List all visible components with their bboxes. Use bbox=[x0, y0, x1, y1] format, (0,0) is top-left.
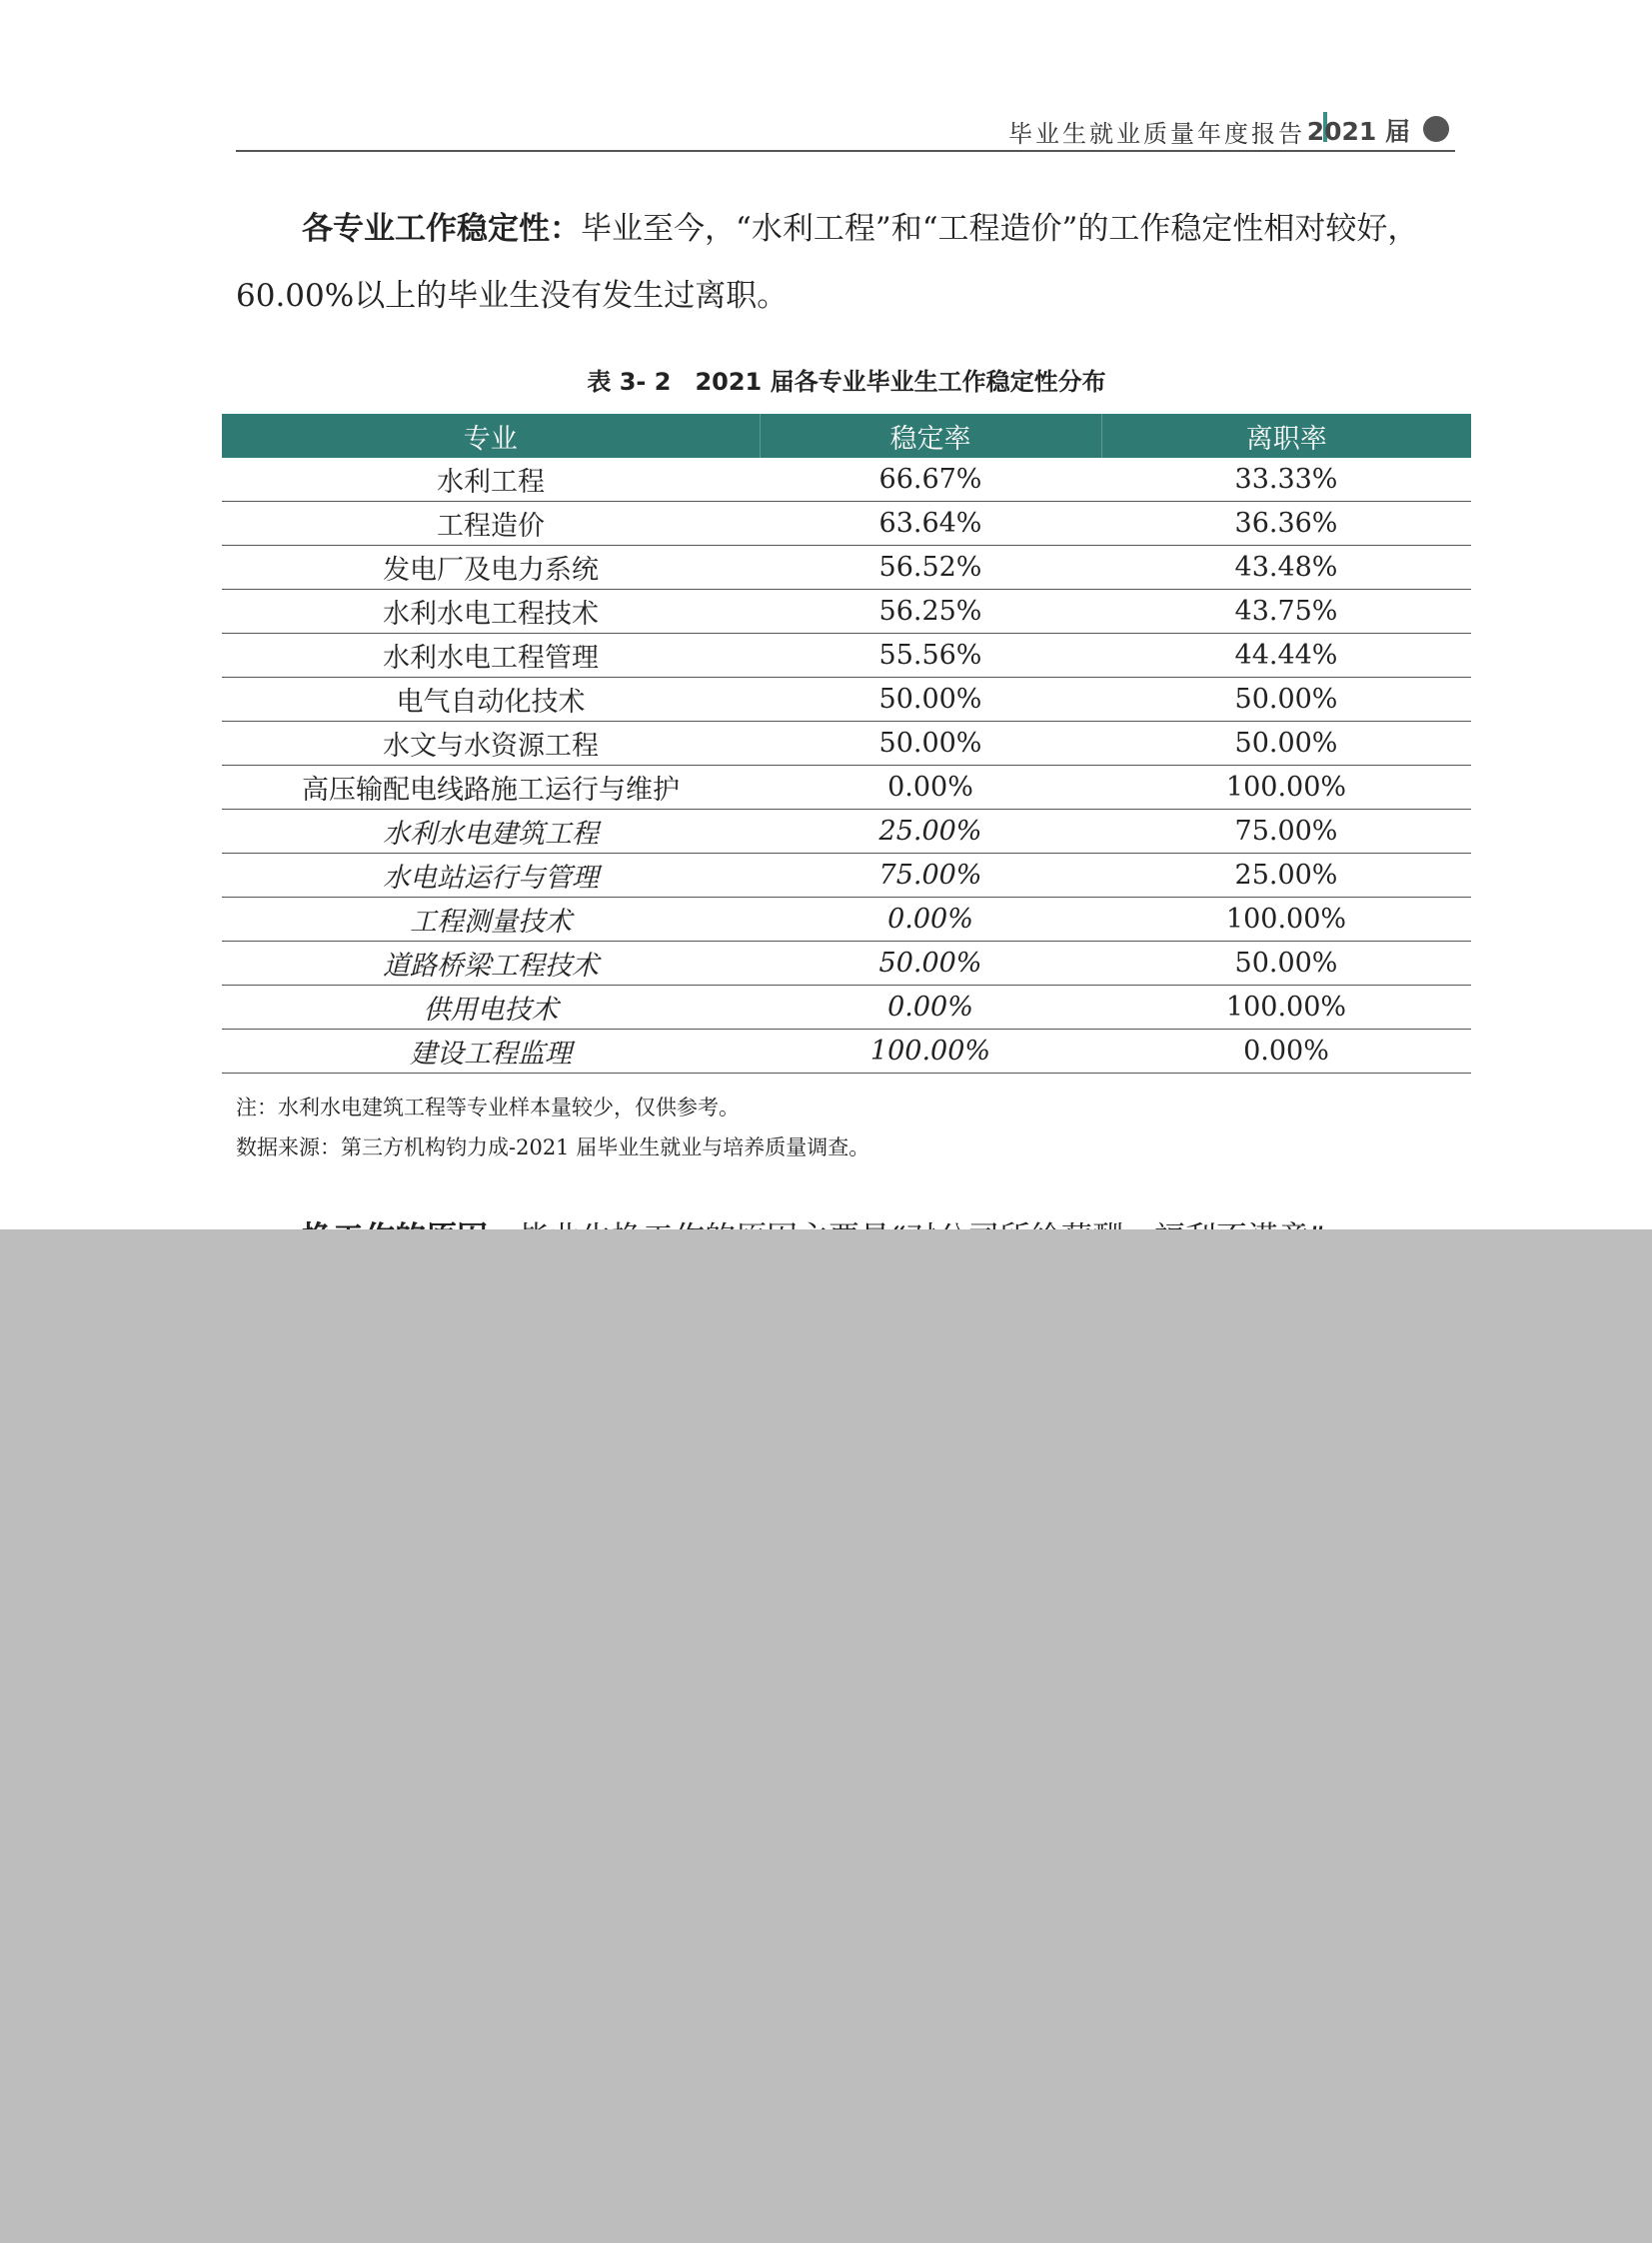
major-name: 道路桥梁工程技术 bbox=[222, 942, 760, 986]
major-name: 水利水电工程技术 bbox=[222, 590, 760, 634]
table-row bbox=[222, 502, 1471, 546]
leave-rate: 43.75% bbox=[1101, 590, 1471, 634]
table-source: 数据来源：第三方机构钧力成-2021 届毕业生就业与培养质量调查。 bbox=[236, 1135, 870, 1159]
stable-rate: 25.00% bbox=[760, 810, 1101, 854]
leave-rate: 100.00% bbox=[1101, 986, 1471, 1030]
header-dot-icon bbox=[1423, 116, 1449, 142]
leave-rate: 36.36% bbox=[1101, 502, 1471, 546]
stable-rate: 56.52% bbox=[760, 546, 1101, 590]
major-name: 水电站运行与管理 bbox=[222, 854, 760, 898]
table-row bbox=[222, 986, 1471, 1030]
table-row bbox=[222, 546, 1471, 590]
table-row bbox=[222, 898, 1471, 942]
table-row bbox=[222, 1030, 1471, 1074]
stable-rate: 0.00% bbox=[760, 986, 1101, 1030]
table-row bbox=[222, 766, 1471, 810]
table-row bbox=[222, 722, 1471, 766]
major-name: 水文与水资源工程 bbox=[222, 722, 760, 766]
leave-rate: 100.00% bbox=[1101, 766, 1471, 810]
major-name: 发电厂及电力系统 bbox=[222, 546, 760, 590]
table-row bbox=[222, 810, 1471, 854]
header-major: 专业 bbox=[222, 414, 760, 458]
header-stable-rate: 稳定率 bbox=[760, 414, 1101, 458]
blank-area bbox=[0, 1229, 1652, 2243]
stable-rate: 63.64% bbox=[760, 502, 1101, 546]
stability-text: 毕业至今，“水利工程”和“工程造价”的工作稳定性相对较好，60.00%以上的毕业生没有发生过离职。 bbox=[236, 211, 1419, 314]
major-name: 电气自动化技术 bbox=[222, 678, 760, 722]
table-row bbox=[222, 634, 1471, 678]
table-row bbox=[222, 458, 1471, 502]
leave-rate: 25.00% bbox=[1101, 854, 1471, 898]
major-name: 高压输配电线路施工运行与维护 bbox=[222, 766, 760, 810]
stable-rate: 0.00% bbox=[760, 766, 1101, 810]
page-header bbox=[236, 108, 1455, 152]
stable-rate: 56.25% bbox=[760, 590, 1101, 634]
major-name: 工程造价 bbox=[222, 502, 760, 546]
leave-rate: 0.00% bbox=[1101, 1030, 1471, 1074]
major-name: 供用电技术 bbox=[222, 986, 760, 1030]
table-row bbox=[222, 678, 1471, 722]
leave-rate: 43.48% bbox=[1101, 546, 1471, 590]
table-row bbox=[222, 942, 1471, 986]
stability-lead: 各专业工作稳定性： bbox=[302, 211, 581, 247]
table-header-row bbox=[222, 414, 1471, 458]
stability-table bbox=[222, 414, 1471, 1074]
table-note: 注：水利水电建筑工程等专业样本量较少，仅供参考。 bbox=[236, 1096, 740, 1120]
leave-rate: 75.00% bbox=[1101, 810, 1471, 854]
stable-rate: 75.00% bbox=[760, 854, 1101, 898]
stable-rate: 50.00% bbox=[760, 678, 1101, 722]
stable-rate: 50.00% bbox=[760, 722, 1101, 766]
major-name: 工程测量技术 bbox=[222, 898, 760, 942]
leave-rate: 44.44% bbox=[1101, 634, 1471, 678]
major-name: 水利工程 bbox=[222, 458, 760, 502]
stable-rate: 100.00% bbox=[760, 1030, 1101, 1074]
major-name: 水利水电建筑工程 bbox=[222, 810, 760, 854]
table-row bbox=[222, 590, 1471, 634]
table-row bbox=[222, 854, 1471, 898]
major-name: 水利水电工程管理 bbox=[222, 634, 760, 678]
major-name: 建设工程监理 bbox=[222, 1030, 760, 1074]
stability-paragraph bbox=[236, 196, 1455, 330]
stable-rate: 66.67% bbox=[760, 458, 1101, 502]
stable-rate: 0.00% bbox=[760, 898, 1101, 942]
leave-rate: 33.33% bbox=[1101, 458, 1471, 502]
report-title: 毕业生就业质量年度报告 bbox=[1008, 120, 1305, 148]
leave-rate: 50.00% bbox=[1101, 942, 1471, 986]
leave-rate: 50.00% bbox=[1101, 678, 1471, 722]
leave-rate: 100.00% bbox=[1101, 898, 1471, 942]
stable-rate: 50.00% bbox=[760, 942, 1101, 986]
table-caption: 表 3- 2 2021 届各专业毕业生工作稳定性分布 bbox=[587, 368, 1106, 396]
stable-rate: 55.56% bbox=[760, 634, 1101, 678]
report-year: 2021 届 bbox=[1306, 117, 1410, 146]
leave-rate: 50.00% bbox=[1101, 722, 1471, 766]
header-leave-rate: 离职率 bbox=[1101, 414, 1471, 458]
